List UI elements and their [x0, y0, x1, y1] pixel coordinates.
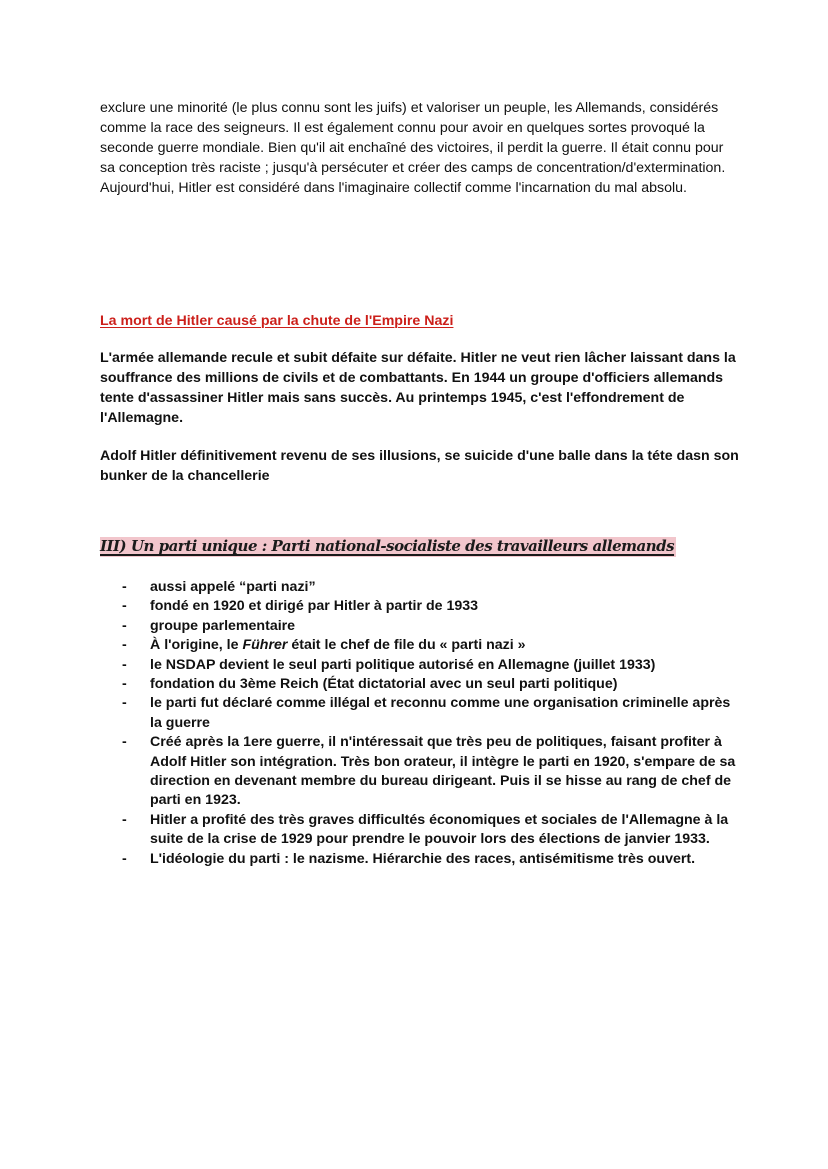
bullet-item — [100, 850, 740, 869]
bullet-dash: - — [122, 579, 127, 595]
party-bullet-list — [100, 578, 740, 869]
bullet-dash: - — [122, 695, 127, 712]
bullet-text-before: À l'origine, le — [150, 637, 243, 654]
bullet-dash: - — [122, 811, 127, 828]
section-heading-death-of-hitler: La mort de Hitler causé par la chute de l'Empire Nazi — [100, 313, 454, 329]
intro-paragraph: exclure une minorité (le plus connu sont les juifs) et valoriser un peuple, les Allemands, considérés comme la race des seigneurs. Il est également connu pour avoir en quelques sortes provoqué la seconde guerre mondiale. Bien qu'il ait enchaîné des victoires, il perdit la guerre. Il était connu pour sa conception très raciste ; jusqu'à persécuter et créer des camps de concentration/d'extermination. Aujourd'hui, Hitler est considéré dans l'imaginaire collectif comme l'incarnation du mal absolu. — [100, 100, 726, 197]
bullet-text: aussi appelé “parti nazi” — [150, 579, 316, 595]
bullet-item — [100, 636, 740, 655]
bullet-text-after: était le chef de file du « parti nazi » — [287, 637, 526, 654]
bullet-item — [100, 578, 740, 597]
bullet-dash: - — [122, 656, 127, 673]
bullet-dash: - — [122, 598, 127, 615]
bullet-item — [100, 811, 740, 850]
bullet-text-emphasis: Führer — [242, 637, 288, 654]
death-paragraph-2: Adolf Hitler définitivement revenu de ses illusions, se suicide d'une balle dans la téte dasn son bunker de la chancellerie — [100, 448, 739, 485]
section-heading-single-party-text: III) Un parti unique : Parti national-socialiste des travailleurs allemands — [100, 537, 675, 555]
bullet-text: Créé après la 1ere guerre, il n'intéressait que très peu de politiques, faisant profiter à Adolf Hitler son intégration. Très bon orateur, il intègre le parti en 1920, s'empare de sa direction en devenant membre du bureau dirigeant. Puis il se hisse au rang de chef de parti en 1923. — [150, 734, 736, 809]
bullet-text: groupe parlementaire — [150, 617, 296, 634]
bullet-text: le parti fut déclaré comme illégal et reconnu comme une organisation criminelle après la guerre — [150, 695, 731, 731]
bullet-item — [100, 597, 740, 616]
bullet-text: fondé en 1920 et dirigé par Hitler à partir de 1933 — [150, 598, 479, 615]
bullet-item — [100, 617, 740, 636]
bullet-dash: - — [122, 676, 127, 693]
bullet-item — [100, 675, 740, 694]
bullet-item — [100, 694, 740, 733]
bullet-dash: - — [122, 617, 127, 634]
section-heading-single-party — [100, 537, 676, 555]
bullet-dash: - — [122, 734, 127, 751]
bullet-text: le NSDAP devient le seul parti politique autorisé en Allemagne (juillet 1933) — [150, 656, 656, 673]
bullet-text: L'idéologie du parti : le nazisme. Hiérarchie des races, antisémitisme très ouvert. — [150, 850, 696, 867]
bullet-item — [100, 656, 740, 675]
bullet-item — [100, 733, 740, 811]
bullet-text: fondation du 3ème Reich (État dictatorial avec un seul parti politique) — [150, 676, 618, 693]
bullet-dash: - — [122, 850, 127, 867]
bullet-dash: - — [122, 637, 127, 654]
death-paragraph-1: L'armée allemande recule et subit défaite sur défaite. Hitler ne veut rien lâcher laissant dans la souffrance des millions de civils et de combattants. En 1944 un groupe d'officiers allemands tente d'assassiner Hitler mais sans succès. Au printemps 1945, c'est l'effondrement de l'Allemagne. — [100, 350, 736, 427]
bullet-text: Hitler a profité des très graves difficultés économiques et sociales de l'Allemagne à la suite de la crise de 1929 pour prendre le pouvoir lors des élections de janvier 1933. — [150, 811, 729, 848]
